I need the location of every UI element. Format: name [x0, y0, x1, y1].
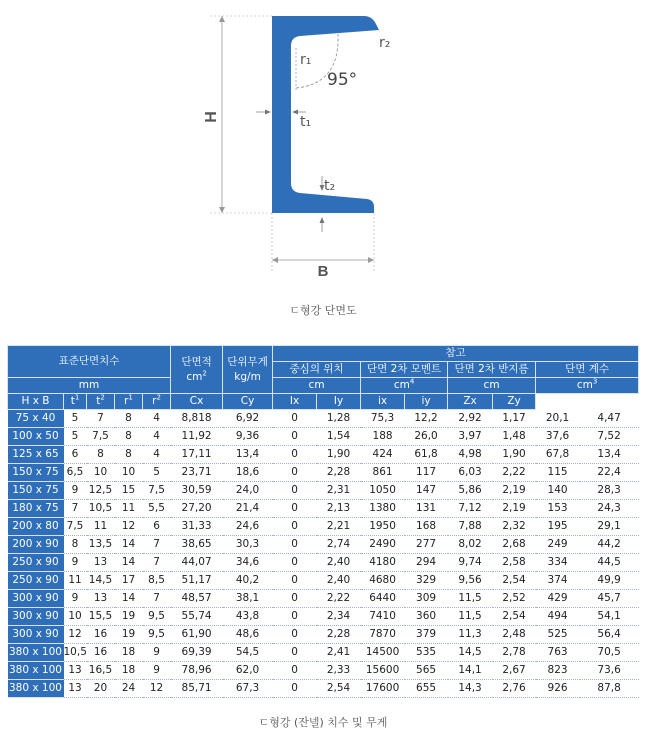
- cell-iy-radius: 2,32: [493, 518, 536, 536]
- cell-t1: 5: [64, 428, 87, 446]
- cell-area: 27,20: [171, 500, 223, 518]
- cell-iy-radius: 2,54: [493, 608, 536, 626]
- modulus-unit: $cm^3$: [536, 378, 639, 394]
- cell-ix-radius: 4,98: [448, 446, 493, 464]
- cell-zx: 115: [536, 464, 580, 482]
- cell-cx: 0: [273, 662, 317, 680]
- cell-weight: 24,0: [223, 482, 273, 500]
- table-row: [8, 410, 639, 428]
- cell-r1: 12: [115, 518, 143, 536]
- cell-r1: 8: [115, 428, 143, 446]
- cell-size: 180 x 75: [8, 500, 64, 518]
- cell-r2: 7,5: [143, 482, 171, 500]
- cell-iy-radius: 2,19: [493, 482, 536, 500]
- cell-size: 200 x 90: [8, 536, 64, 554]
- cell-r1: 8: [115, 446, 143, 464]
- cell-weight: 43,8: [223, 608, 273, 626]
- cell-ix-radius: 11,5: [448, 608, 493, 626]
- cell-ix-radius: 8,02: [448, 536, 493, 554]
- cell-ix-moment: 2490: [361, 536, 405, 554]
- cell-weight: 54,5: [223, 644, 273, 662]
- cell-ix-moment: 6440: [361, 590, 405, 608]
- col-ix-moment: Ix: [273, 394, 317, 410]
- cell-iy-moment: 12,2: [405, 410, 448, 428]
- cell-size: 100 x 50: [8, 428, 64, 446]
- cell-cx: 0: [273, 572, 317, 590]
- col-zx: Zx: [448, 394, 493, 410]
- cell-ix-radius: 11,5: [448, 590, 493, 608]
- cell-ix-radius: 14,3: [448, 680, 493, 698]
- cell-cx: 0: [273, 608, 317, 626]
- cell-cx: 0: [273, 626, 317, 644]
- cell-t1: 7: [64, 500, 87, 518]
- cell-cx: 0: [273, 536, 317, 554]
- col-r2: $r^2$: [143, 394, 171, 410]
- centroid-header: 중심의 위치: [273, 362, 361, 378]
- cell-zx: 140: [536, 482, 580, 500]
- cell-ix-radius: 9,74: [448, 554, 493, 572]
- cell-weight: 24,6: [223, 518, 273, 536]
- cell-r1: 15: [115, 482, 143, 500]
- col-ix-radius: ix: [361, 394, 405, 410]
- cell-cx: 0: [273, 554, 317, 572]
- cell-zy: 28,3: [580, 482, 639, 500]
- cell-t2: 16: [87, 644, 115, 662]
- cell-t1: 12: [64, 626, 87, 644]
- cell-area: 30,59: [171, 482, 223, 500]
- cell-zx: 494: [536, 608, 580, 626]
- cell-zx: 195: [536, 518, 580, 536]
- t1-label: t₁: [300, 114, 312, 130]
- cell-t1: 8: [64, 536, 87, 554]
- col-cx: Cx: [171, 394, 223, 410]
- cell-weight: 67,3: [223, 680, 273, 698]
- table-row: [8, 554, 639, 572]
- cell-zy: 29,1: [580, 518, 639, 536]
- cell-ix-radius: 9,56: [448, 572, 493, 590]
- cell-t2: 12,5: [87, 482, 115, 500]
- cell-weight: 18,6: [223, 464, 273, 482]
- cell-weight: 21,4: [223, 500, 273, 518]
- cell-zy: 44,5: [580, 554, 639, 572]
- col-iy-moment: Iy: [317, 394, 361, 410]
- cell-zx: 37,6: [536, 428, 580, 446]
- cell-t1: 9: [64, 482, 87, 500]
- cell-zx: 67,8: [536, 446, 580, 464]
- cell-iy-radius: 2,52: [493, 590, 536, 608]
- centroid-unit: cm: [273, 378, 361, 394]
- cell-r1: 8: [115, 410, 143, 428]
- cell-t2: 10: [87, 464, 115, 482]
- std-unit-header: mm: [8, 378, 171, 394]
- cell-ix-moment: 1950: [361, 518, 405, 536]
- cell-r1: 14: [115, 536, 143, 554]
- cell-iy-moment: 26,0: [405, 428, 448, 446]
- cell-t1: 9: [64, 554, 87, 572]
- col-hxb: H x B: [8, 394, 64, 410]
- cell-zx: 823: [536, 662, 580, 680]
- cell-t1: 11: [64, 572, 87, 590]
- cell-cx: 0: [273, 410, 317, 428]
- cell-size: 125 x 65: [8, 446, 64, 464]
- cell-r2: 4: [143, 446, 171, 464]
- cell-iy-moment: 294: [405, 554, 448, 572]
- cell-r2: 7: [143, 554, 171, 572]
- cell-t2: 16: [87, 626, 115, 644]
- cell-iy-moment: 117: [405, 464, 448, 482]
- cell-area: 85,71: [171, 680, 223, 698]
- cell-r2: 6: [143, 518, 171, 536]
- cell-zx: 334: [536, 554, 580, 572]
- cell-iy-radius: 1,48: [493, 428, 536, 446]
- modulus-header: 단면 계수: [536, 362, 639, 378]
- col-t2: $t^2$: [87, 394, 115, 410]
- table-row: [8, 608, 639, 626]
- cell-size: 300 x 90: [8, 590, 64, 608]
- cell-t1: 10,5: [64, 644, 87, 662]
- cell-ix-radius: 3,97: [448, 428, 493, 446]
- col-r1: $r^1$: [115, 394, 143, 410]
- table-row: [8, 518, 639, 536]
- cell-iy-radius: 2,78: [493, 644, 536, 662]
- cell-size: 150 x 75: [8, 482, 64, 500]
- cell-t1: 6,5: [64, 464, 87, 482]
- cell-cy: 2,41: [317, 644, 361, 662]
- cell-ix-moment: 7870: [361, 626, 405, 644]
- cell-zx: 926: [536, 680, 580, 698]
- cell-cy: 2,74: [317, 536, 361, 554]
- r1-label: r₁: [300, 52, 312, 68]
- cell-zy: 44,2: [580, 536, 639, 554]
- cell-weight: 13,4: [223, 446, 273, 464]
- cell-t1: 5: [64, 410, 87, 428]
- cell-r2: 9,5: [143, 626, 171, 644]
- cell-iy-moment: 61,8: [405, 446, 448, 464]
- cell-cx: 0: [273, 590, 317, 608]
- cell-t1: 13: [64, 680, 87, 698]
- cell-r1: 19: [115, 626, 143, 644]
- area-header: 단면적 $cm^2$: [171, 346, 223, 394]
- cell-size: 75 x 40: [8, 410, 64, 428]
- cell-size: 300 x 90: [8, 626, 64, 644]
- cell-area: 23,71: [171, 464, 223, 482]
- cell-ix-moment: 7410: [361, 608, 405, 626]
- weight-header: 단위무게 kg/m: [223, 346, 273, 394]
- cell-ix-radius: 14,5: [448, 644, 493, 662]
- cell-iy-moment: 535: [405, 644, 448, 662]
- cell-size: 300 x 90: [8, 608, 64, 626]
- cell-zy: 7,52: [580, 428, 639, 446]
- cell-zx: 429: [536, 590, 580, 608]
- cell-zx: 525: [536, 626, 580, 644]
- cell-r1: 14: [115, 590, 143, 608]
- cell-r1: 24: [115, 680, 143, 698]
- cell-t2: 7: [87, 410, 115, 428]
- cell-r1: 19: [115, 608, 143, 626]
- cell-zy: 73,6: [580, 662, 639, 680]
- table-row: [8, 500, 639, 518]
- cell-zy: 70,5: [580, 644, 639, 662]
- cell-iy-radius: 2,58: [493, 554, 536, 572]
- cell-area: 69,39: [171, 644, 223, 662]
- cell-iy-radius: 2,68: [493, 536, 536, 554]
- cell-iy-radius: 1,17: [493, 410, 536, 428]
- cell-t1: 6: [64, 446, 87, 464]
- cell-ix-moment: 188: [361, 428, 405, 446]
- cell-ix-moment: 424: [361, 446, 405, 464]
- cell-iy-moment: 309: [405, 590, 448, 608]
- cell-weight: 62,0: [223, 662, 273, 680]
- cell-r1: 18: [115, 644, 143, 662]
- cell-cx: 0: [273, 644, 317, 662]
- cell-zx: 249: [536, 536, 580, 554]
- cell-r2: 5,5: [143, 500, 171, 518]
- cell-r2: 4: [143, 410, 171, 428]
- cell-r2: 7: [143, 536, 171, 554]
- ref-header: 참고: [273, 346, 639, 362]
- cell-r2: 4: [143, 428, 171, 446]
- cell-cy: 2,40: [317, 572, 361, 590]
- cell-cx: 0: [273, 464, 317, 482]
- cell-area: 17,11: [171, 446, 223, 464]
- cell-ix-moment: 14500: [361, 644, 405, 662]
- cell-weight: 6,92: [223, 410, 273, 428]
- cell-cy: 2,21: [317, 518, 361, 536]
- cell-ix-moment: 75,3: [361, 410, 405, 428]
- table-row: [8, 482, 639, 500]
- cell-r1: 18: [115, 662, 143, 680]
- cell-t2: 20: [87, 680, 115, 698]
- angle-label: 95°: [327, 70, 358, 90]
- cell-t2: 15,5: [87, 608, 115, 626]
- cell-ix-radius: 7,12: [448, 500, 493, 518]
- cell-area: 38,65: [171, 536, 223, 554]
- cell-ix-radius: 5,86: [448, 482, 493, 500]
- col-t1: $t^1$: [64, 394, 87, 410]
- cell-iy-radius: 2,22: [493, 464, 536, 482]
- cell-cx: 0: [273, 518, 317, 536]
- cell-zy: 13,4: [580, 446, 639, 464]
- cell-r2: 9,5: [143, 608, 171, 626]
- cell-iy-radius: 2,54: [493, 572, 536, 590]
- cell-r1: 14: [115, 554, 143, 572]
- b-label: B: [317, 263, 329, 280]
- diagram-caption: ㄷ형강 단면도: [289, 304, 357, 317]
- cell-weight: 30,3: [223, 536, 273, 554]
- cell-area: 78,96: [171, 662, 223, 680]
- cell-t1: 10: [64, 608, 87, 626]
- cell-r1: 17: [115, 572, 143, 590]
- cell-cy: 2,28: [317, 626, 361, 644]
- cell-cx: 0: [273, 500, 317, 518]
- table-caption: ㄷ형강 (잔넬) 치수 및 무게: [258, 716, 388, 729]
- cell-iy-moment: 565: [405, 662, 448, 680]
- cell-t2: 13: [87, 554, 115, 572]
- col-iy-radius: iy: [405, 394, 448, 410]
- cell-cy: 2,31: [317, 482, 361, 500]
- cell-zy: 45,7: [580, 590, 639, 608]
- spec-table-body: [8, 410, 639, 698]
- cell-iy-radius: 2,67: [493, 662, 536, 680]
- cell-weight: 34,6: [223, 554, 273, 572]
- table-row: [8, 464, 639, 482]
- cell-zy: 49,9: [580, 572, 639, 590]
- cell-t2: 13,5: [87, 536, 115, 554]
- col-cy: Cy: [223, 394, 273, 410]
- cell-zy: 87,8: [580, 680, 639, 698]
- cell-area: 8,818: [171, 410, 223, 428]
- cell-area: 44,07: [171, 554, 223, 572]
- cell-cy: 1,90: [317, 446, 361, 464]
- cell-r2: 7: [143, 590, 171, 608]
- cell-area: 48,57: [171, 590, 223, 608]
- cell-ix-radius: 2,92: [448, 410, 493, 428]
- cell-ix-radius: 7,88: [448, 518, 493, 536]
- cell-cy: 1,28: [317, 410, 361, 428]
- cell-t2: 11: [87, 518, 115, 536]
- cell-size: 250 x 90: [8, 554, 64, 572]
- cell-cy: 2,22: [317, 590, 361, 608]
- cell-r2: 9: [143, 644, 171, 662]
- table-row: [8, 572, 639, 590]
- cell-weight: 38,1: [223, 590, 273, 608]
- cell-area: 11,92: [171, 428, 223, 446]
- cell-iy-moment: 360: [405, 608, 448, 626]
- cell-ix-moment: 4180: [361, 554, 405, 572]
- cell-zy: 54,1: [580, 608, 639, 626]
- cell-area: 55,74: [171, 608, 223, 626]
- channel-section-diagram: [0, 0, 646, 290]
- cell-t2: 16,5: [87, 662, 115, 680]
- cell-size: 200 x 80: [8, 518, 64, 536]
- table-row: [8, 536, 639, 554]
- cell-cy: 1,54: [317, 428, 361, 446]
- cell-size: 150 x 75: [8, 464, 64, 482]
- cell-zy: 4,47: [580, 410, 639, 428]
- cell-cx: 0: [273, 680, 317, 698]
- cell-r2: 8,5: [143, 572, 171, 590]
- cell-zx: 374: [536, 572, 580, 590]
- cell-size: 380 x 100: [8, 680, 64, 698]
- cell-cx: 0: [273, 482, 317, 500]
- cell-t2: 8: [87, 446, 115, 464]
- cell-ix-moment: 4680: [361, 572, 405, 590]
- cell-iy-radius: 2,19: [493, 500, 536, 518]
- cell-iy-moment: 655: [405, 680, 448, 698]
- cell-cy: 2,54: [317, 680, 361, 698]
- table-row: [8, 446, 639, 464]
- cell-iy-radius: 2,48: [493, 626, 536, 644]
- cell-iy-moment: 131: [405, 500, 448, 518]
- cell-zy: 56,4: [580, 626, 639, 644]
- radius-unit: cm: [448, 378, 536, 394]
- cell-r2: 12: [143, 680, 171, 698]
- cell-size: 250 x 90: [8, 572, 64, 590]
- moment-header: 단면 2차 모멘트: [361, 362, 448, 378]
- cell-iy-moment: 329: [405, 572, 448, 590]
- cell-size: 380 x 100: [8, 662, 64, 680]
- cell-t1: 9: [64, 590, 87, 608]
- cell-t2: 14,5: [87, 572, 115, 590]
- cell-cy: 2,34: [317, 608, 361, 626]
- table-row: [8, 680, 639, 698]
- cell-cx: 0: [273, 428, 317, 446]
- cell-ix-moment: 1380: [361, 500, 405, 518]
- cell-ix-moment: 1050: [361, 482, 405, 500]
- cell-ix-radius: 11,3: [448, 626, 493, 644]
- cell-iy-radius: 2,76: [493, 680, 536, 698]
- table-row: [8, 590, 639, 608]
- table-row: [8, 662, 639, 680]
- cell-t1: 7,5: [64, 518, 87, 536]
- cell-t1: 13: [64, 662, 87, 680]
- cell-zy: 24,3: [580, 500, 639, 518]
- radius-header: 단면 2차 반지름: [448, 362, 536, 378]
- cell-zx: 153: [536, 500, 580, 518]
- cell-zx: 763: [536, 644, 580, 662]
- cell-cy: 2,40: [317, 554, 361, 572]
- channel-spec-table: [7, 345, 639, 698]
- cell-r2: 9: [143, 662, 171, 680]
- cell-zy: 22,4: [580, 464, 639, 482]
- cell-t2: 7,5: [87, 428, 115, 446]
- r2-label: r₂: [379, 35, 391, 51]
- cell-iy-moment: 168: [405, 518, 448, 536]
- cell-area: 31,33: [171, 518, 223, 536]
- moment-unit: $cm^4$: [361, 378, 448, 394]
- t2-label: t₂: [324, 178, 336, 194]
- cell-ix-moment: 17600: [361, 680, 405, 698]
- col-zy: Zy: [493, 394, 536, 410]
- cell-iy-moment: 277: [405, 536, 448, 554]
- cell-iy-radius: 1,90: [493, 446, 536, 464]
- cell-t2: 10,5: [87, 500, 115, 518]
- cell-size: 380 x 100: [8, 644, 64, 662]
- cell-iy-moment: 379: [405, 626, 448, 644]
- cell-weight: 9,36: [223, 428, 273, 446]
- cell-r1: 11: [115, 500, 143, 518]
- std-dim-header: 표준단면치수: [8, 346, 171, 378]
- table-row: [8, 428, 639, 446]
- cell-ix-radius: 6,03: [448, 464, 493, 482]
- cell-r2: 5: [143, 464, 171, 482]
- cell-weight: 48,6: [223, 626, 273, 644]
- h-label: H: [203, 111, 220, 123]
- cell-area: 61,90: [171, 626, 223, 644]
- cell-ix-moment: 861: [361, 464, 405, 482]
- cell-r1: 10: [115, 464, 143, 482]
- cell-iy-moment: 147: [405, 482, 448, 500]
- cell-area: 51,17: [171, 572, 223, 590]
- cell-cy: 2,33: [317, 662, 361, 680]
- table-row: [8, 644, 639, 662]
- table-row: [8, 626, 639, 644]
- cell-cy: 2,13: [317, 500, 361, 518]
- cell-zx: 20,1: [536, 410, 580, 428]
- cell-ix-moment: 15600: [361, 662, 405, 680]
- cell-ix-radius: 14,1: [448, 662, 493, 680]
- cell-t2: 13: [87, 590, 115, 608]
- cell-weight: 40,2: [223, 572, 273, 590]
- cell-cy: 2,28: [317, 464, 361, 482]
- cell-cx: 0: [273, 446, 317, 464]
